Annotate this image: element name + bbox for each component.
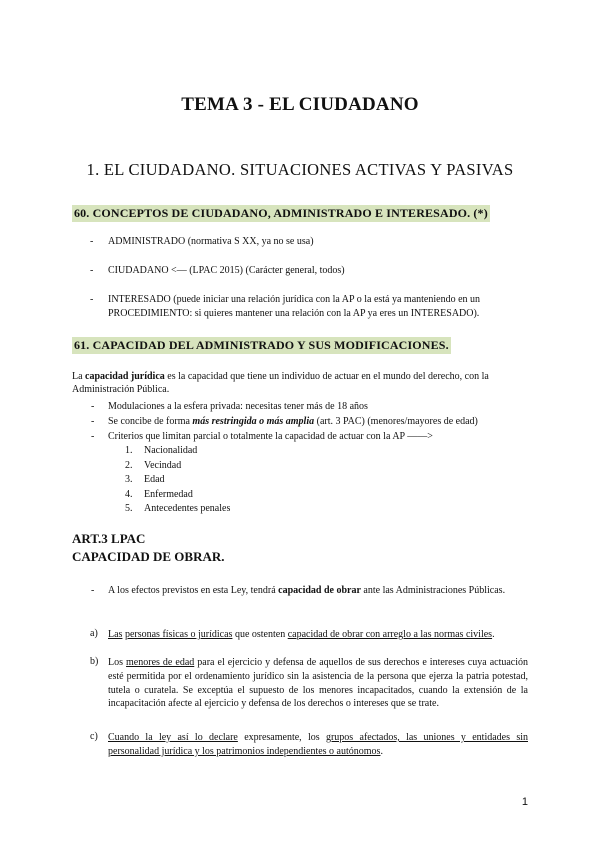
- document-page: TEMA 3 - EL CIUDADANO 1. EL CIUDADANO. SITUACIONES ACTIVAS Y PASIVAS 60. CONCEPTOS DE CIUDADANO, ADMINISTRADO E INTERESADO. (*) - ADMINISTRADO (normativa S XX, ya no se usa) - CIUDADANO <— (LPAC 2015) (Carácter general, todos) - INTERESADO (puede iniciar una relación jurídica con la AP o la está ya manteniendo en un PROCEDIMIENTO: si quieres mantener una relación con la AP ya eres un INTERESADO). 61. CAPACIDAD DEL ADMINISTRADO Y SUS MODIFICACIONES. La capacidad jurídica es la capacidad que tiene un individuo de actuar en el mundo del derecho, con la Administración Pública. - Modulaciones a la esfera privada: necesitas tener más de 18 años - Se concibe de forma más restringida o más amplia (art. 3 PAC) (menores/mayores de edad) - Criterios que limitan parcial o totalmente la capacidad de actuar con la AP ——> 1. Nacionalidad 2. Vecindad 3. Edad 4. Enfermedad 5. Antecedentes penales ART.3 LPAC CAPACIDAD DE OBRAR. - A los efectos previstos en esta Ley, tendrá capacidad de obrar ante las Administraciones Públicas. a) Las personas físicas o jurídicas que ostenten capacidad de obrar con arreglo a las normas civiles. b) Los menores de edad para el ejercicio y defensa de aquellos de sus derechos e intereses cuya actuación esté permitida por el ordenamiento jurídico sin la asistencia de la persona que ejerza la patria potestad, tutela o curatela. Se exceptúa el supuesto de los menores incapacitados, cuando la extensión de la incapacitación afecte al ejercicio y defensa de los derechos o intereses que se trate. c) Cuando la ley así lo declare expresamente, los grupos afectados, las uniones y entidades sin personalidad jurídica y los patrimonios independientes o autónomos. 1: [0, 0, 600, 848]
- heading-61: 61. CAPACIDAD DEL ADMINISTRADO Y SUS MODIFICACIONES.: [74, 338, 449, 352]
- dash-marker: -: [91, 431, 95, 442]
- capacidad-juridica-paragraph: La capacidad jurídica es la capacidad que tiene un individuo de actuar en el mundo del derecho, con la Administración Pública.: [72, 371, 489, 395]
- dash-marker: -: [90, 294, 94, 305]
- document-title: TEMA 3 - EL CIUDADANO: [181, 94, 419, 115]
- list-item: Nacionalidad: [144, 445, 198, 456]
- page-number: 1: [521, 796, 528, 808]
- art-3-heading: ART.3 LPAC CAPACIDAD DE OBRAR.: [72, 531, 225, 564]
- dash-marker: -: [90, 236, 94, 247]
- dash-marker: -: [91, 416, 95, 427]
- list-item: Antecedentes penales: [144, 503, 231, 514]
- dash-marker: -: [91, 585, 95, 596]
- dash-marker: -: [90, 265, 94, 276]
- list-item: Enfermedad: [144, 489, 193, 500]
- heading-60: 60. CONCEPTOS DE CIUDADANO, ADMINISTRADO E INTERESADO. (*): [74, 206, 488, 220]
- dash-marker: -: [91, 401, 95, 412]
- list-item: Edad: [144, 474, 165, 485]
- section-heading: 1. EL CIUDADANO. SITUACIONES ACTIVAS Y PASIVAS: [86, 160, 514, 179]
- list-item: Vecindad: [144, 460, 182, 471]
